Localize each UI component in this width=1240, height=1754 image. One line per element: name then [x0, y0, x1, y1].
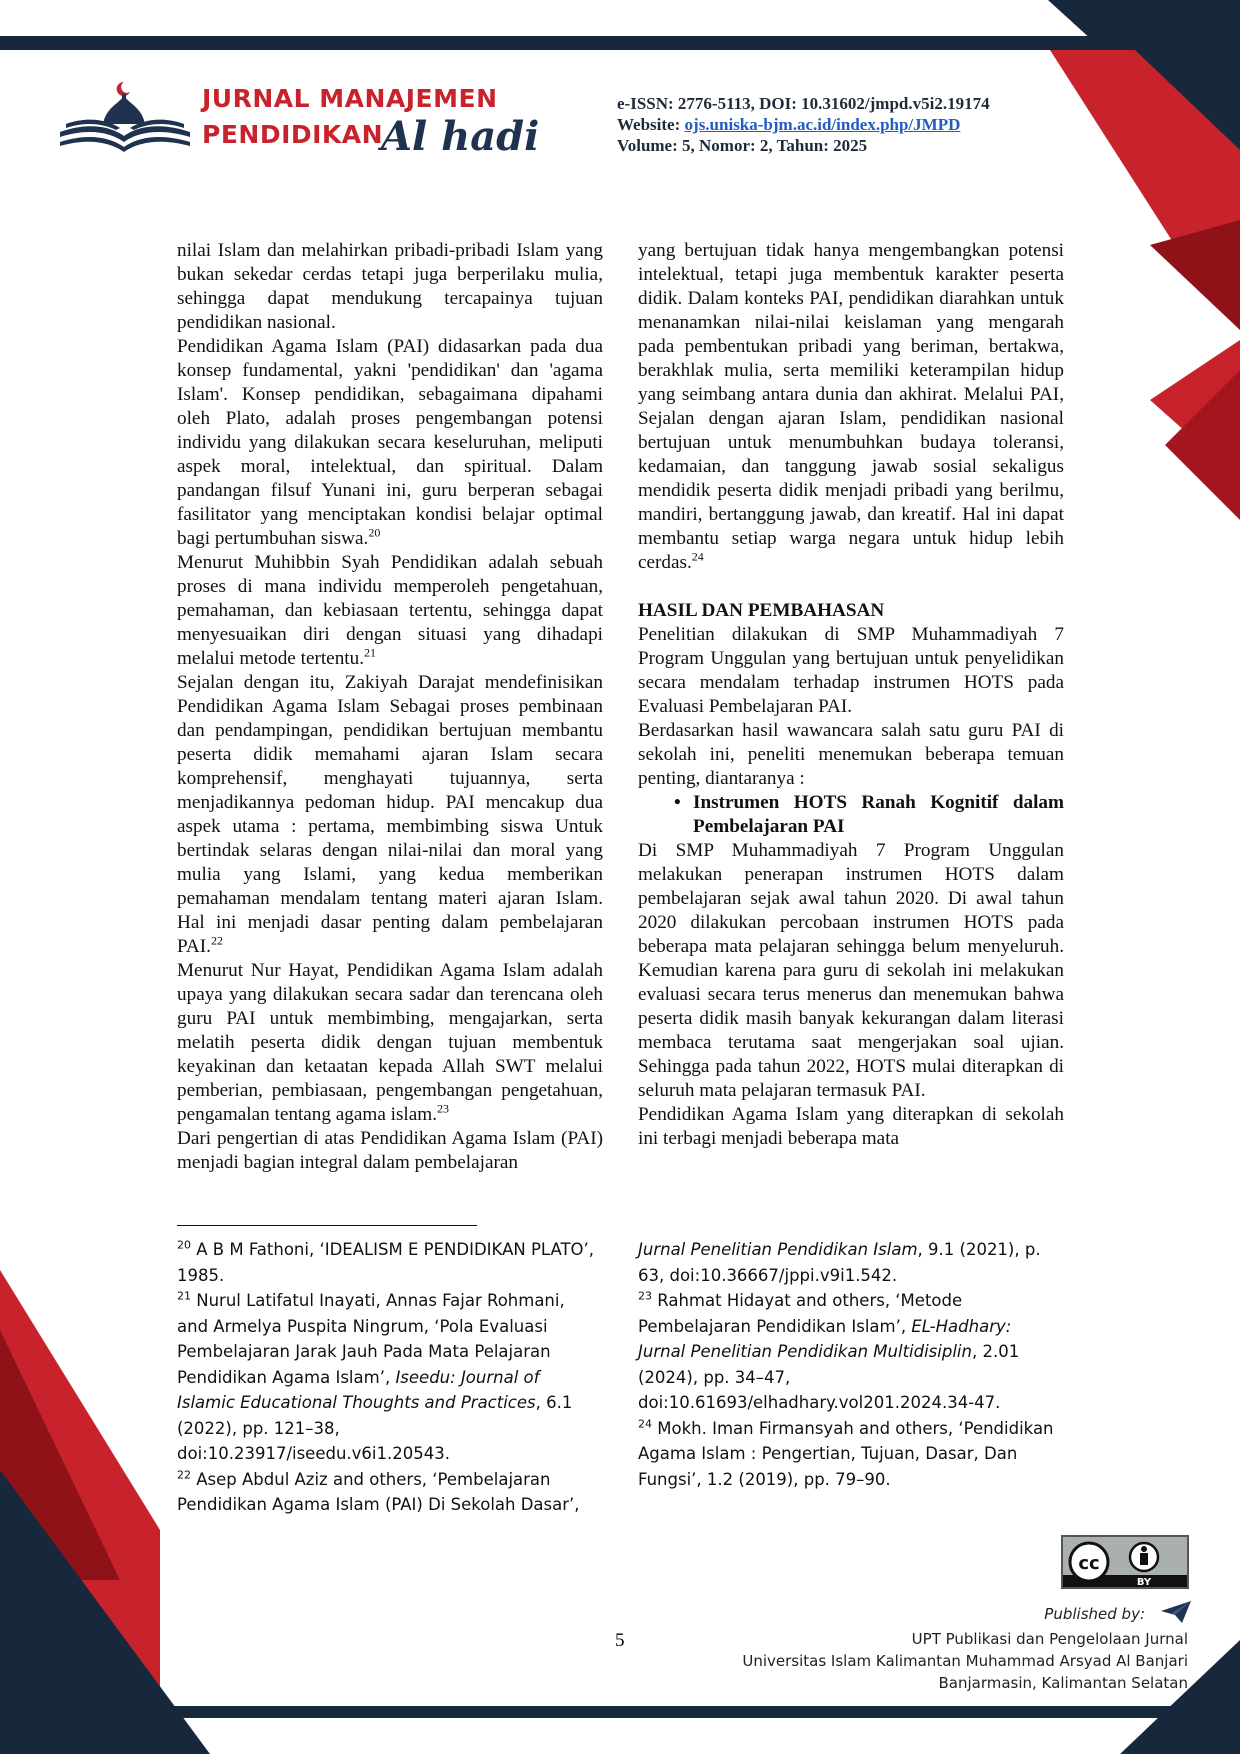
cc-label: cc — [1078, 1553, 1100, 1574]
issn-line: e-ISSN: 2776-5113, DOI: 10.31602/jmpd.v5i2.19174 — [617, 94, 990, 113]
left-paragraph-1: nilai Islam dan melahirkan pribadi-pribadi Islam yang bukan sekedar cerdas tetapi juga berperilaku mulia, sehingga dapat mendukung tercapainya tujuan pendidikan nasional. — [177, 240, 603, 333]
website-link[interactable]: ojs.uniska-bjm.ac.id/index.php/JMPD — [684, 115, 961, 134]
website-label: Website: — [617, 115, 685, 134]
footnote-22-continued: Jurnal Penelitian Pendidikan Islam, 9.1 (2021), p. 63, doi:10.36667/jppi.v9i1.542. — [638, 1240, 1041, 1285]
journal-title-script: Al hadi — [381, 113, 540, 160]
published-by-label: Published by: — [1044, 1605, 1145, 1623]
footnote-ref-23[interactable]: 23 — [437, 1101, 449, 1116]
footnotes-right — [638, 1237, 1058, 1492]
left-paragraph-4: Sejalan dengan itu, Zakiyah Darajat mendefinisikan Pendidikan Agama Islam Sebagai proses pembinaan dan pendampingan, pendidikan bertujuan membantu peserta didik memahami ajaran Islam secara komprehensif, menghayati tujuannya, serta menjadikannya pedoman hidup. PAI mencakup dua aspek utama : pertama, membimbing siswa Untuk bertindak selaras dengan nilai-nilai dan moral yang mulia yang Islami, yang kedua memberikan pemahaman mendalam tentang materi ajaran Islam. Hal ini menjadi dasar penting dalam pembelajaran PAI.$^{22}$ — [177, 672, 603, 957]
section-heading: HASIL DAN PEMBAHASAN — [638, 600, 885, 621]
left-column — [177, 239, 603, 1175]
cc-by-icon — [1063, 1537, 1187, 1587]
footnote-24: $^{24}$ Mokh. Iman Firmansyah and others, ‘Pendidikan Agama Islam : Pengertian, Tujuan, Dasar, Dan Fungsi’, 1.2 (2019), pp. 79–90. — [638, 1417, 1054, 1489]
publisher-line-2: Universitas Islam Kalimantan Muhammad Arsyad Al Banjari — [742, 1652, 1188, 1670]
page-number: 5 — [615, 1630, 625, 1651]
left-paragraph-5: Menurut Nur Hayat, Pendidikan Agama Islam adalah upaya yang dilakukan secara sadar dan terencana oleh guru PAI untuk membimbing, mengajarkan, serta melatih peserta didik dengan tujuan membentuk keyakinan dan ketaatan kepada Allah SWT melalui pemberian, pembiasaan, pengembangan pengetahuan, pengamalan tentang agama islam.$^{23}$ — [177, 960, 603, 1125]
bullet-icon: • — [674, 792, 681, 813]
footnote-20: $^{20}$ A B M Fathoni, ‘IDEALISM E PENDIDIKAN PLATO’, 1985. — [177, 1238, 595, 1285]
publisher-line-3: Banjarmasin, Kalimantan Selatan — [938, 1674, 1188, 1692]
journal-title-line1: JURNAL MANAJEMEN — [202, 84, 498, 113]
footnote-ref-24[interactable]: 24 — [691, 549, 704, 564]
footnote-ref-21[interactable]: 21 — [364, 645, 377, 660]
right-red-chevron-1 — [1150, 220, 1240, 330]
right-paragraph-4: Di SMP Muhammadiyah 7 Program Unggulan melakukan penerapan instrumen HOTS dalam pembelajaran sejak awal tahun 2020. Di awal tahun 2020 dilakukan percobaan instrumen HOTS pada beberapa mata pelajaran sehingga belum menyeluruh. Kemudian karena para guru di sekolah ini melakukan evaluasi secara terus menerus dan menemukan bahwa peserta didik masih banyak kekurangan dalam literasi membaca terutama saat mengerjakan soal ujian. Sehingga pada tahun 2022, HOTS mulai diterapkan di seluruh mata pelajaran termasuk PAI. — [638, 840, 1064, 1101]
left-paragraph-2: Pendidikan Agama Islam (PAI) didasarkan pada dua konsep fundamental, yakni 'pendidikan' dan 'agama Islam'. Konsep pendidikan, sebagaimana dipahami oleh Plato, adalah proses pengembangan potensi individu yang dilakukan secara keseluruhan, meliputi aspek moral, intelektual, dan spiritual. Dalam pandangan filsuf Yunani ini, guru berperan sebagai fasilitator yang menciptakan kondisi belajar optimal bagi pertumbuhan siswa.$^{20}$ — [177, 336, 603, 549]
footnote-21: $^{21}$ Nurul Latifatul Inayati, Annas Fajar Rohmani, and Armelya Puspita Ningrum, ‘Pola Evaluasi Pembelajaran Jarak Jauh Pada Mata Pelajaran Pendidikan Agama Islam’, Iseedu: Journal of Islamic Educational Thoughts and Practices, 6.1 (2022), pp. 121–38, doi:10.23917/iseedu.v6i1.20543. — [177, 1289, 573, 1463]
volume-line: Volume: 5, Nomor: 2, Tahun: 2025 — [617, 136, 868, 155]
footnote-ref-22[interactable]: 22 — [210, 933, 223, 948]
bottom-band — [0, 1706, 1240, 1718]
right-paragraph-2: Penelitian dilakukan di SMP Muhammadiyah 7 Program Unggulan yang bertujuan untuk penyelidikan secara mendalam terhadap instrumen HOTS pada Evaluasi Pembelajaran PAI. — [638, 624, 1064, 717]
footnote-23: $^{23}$ Rahmat Hidayat and others, ‘Metode Pembelajaran Pendidikan Islam’, EL-Hadhary: Jurnal Penelitian Pendidikan Multidisiplin, 2.01 (2024), pp. 34–47, doi:10.61693/elhadhary.vol201.2024.34-47. — [638, 1289, 1020, 1412]
publisher-line-1: UPT Publikasi dan Pengelolaan Jurnal — [911, 1630, 1188, 1648]
bullet-item — [638, 791, 1064, 839]
bullet-text: Instrumen HOTS Ranah Kognitif dalam Pembelajaran PAI — [693, 792, 1064, 837]
right-paragraph-3: Berdasarkan hasil wawancara salah satu guru PAI di sekolah ini, peneliti menemukan beberapa temuan penting, diantaranya : — [638, 720, 1064, 789]
spacer — [638, 575, 1064, 599]
cc-by-license-badge[interactable] — [1061, 1535, 1189, 1589]
footnote-22: $^{22}$ Asep Abdul Aziz and others, ‘Pembelajaran Pendidikan Agama Islam (PAI) Di Sekolah Dasar’, — [177, 1468, 580, 1514]
right-paragraph-5: Pendidikan Agama Islam yang diterapkan di sekolah ini terbagi menjadi beberapa mata — [638, 1104, 1064, 1149]
top-band — [0, 36, 1240, 50]
right-column — [638, 239, 1064, 1151]
journal-logo-icon — [58, 76, 193, 158]
right-paragraph-1: yang bertujuan tidak hanya mengembangkan potensi intelektual, tetapi juga membentuk karakter peserta didik. Dalam konteks PAI, pendidikan diarahkan untuk menanamkan nilai-nilai keislaman yang mengarah pada pembentukan pribadi yang beriman, bertakwa, berakhlak mulia, serta memiliki keterampilan hidup yang seimbang antara dunia dan akhirat. Melalui PAI, Sejalan dengan ajaran Islam, pendidikan nasional bertujuan untuk menumbuhkan budaya toleransi, kedamaian, dan tanggung jawab sosial sekaligus mendidik peserta didik menjadi pribadi yang berilmu, mandiri, bertanggung jawab, dan kreatif. Hal ini dapat membantu setiap warga negara untuk hidup lebih cerdas.$^{24}$ — [638, 240, 1064, 573]
journal-title-line2: PENDIDIKAN — [202, 120, 384, 149]
paper-plane-icon — [1160, 1600, 1192, 1624]
website-line — [617, 115, 960, 135]
left-paragraph-6: Dari pengertian di atas Pendidikan Agama Islam (PAI) menjadi bagian integral dalam pembelajaran — [177, 1128, 603, 1173]
by-label: BY — [1136, 1577, 1152, 1587]
footnotes-left — [177, 1237, 597, 1518]
footnote-ref-20[interactable]: 20 — [368, 525, 381, 540]
left-paragraph-3: Menurut Muhibbin Syah Pendidikan adalah sebuah proses di mana individu memperoleh pengetahuan, pemahaman, dan kebiasaan tertentu, sehingga dapat menyesuaikan diri dengan situasi yang dihadapi melalui metode tertentu.$^{21}$ — [177, 552, 603, 669]
footnote-separator — [177, 1225, 477, 1226]
